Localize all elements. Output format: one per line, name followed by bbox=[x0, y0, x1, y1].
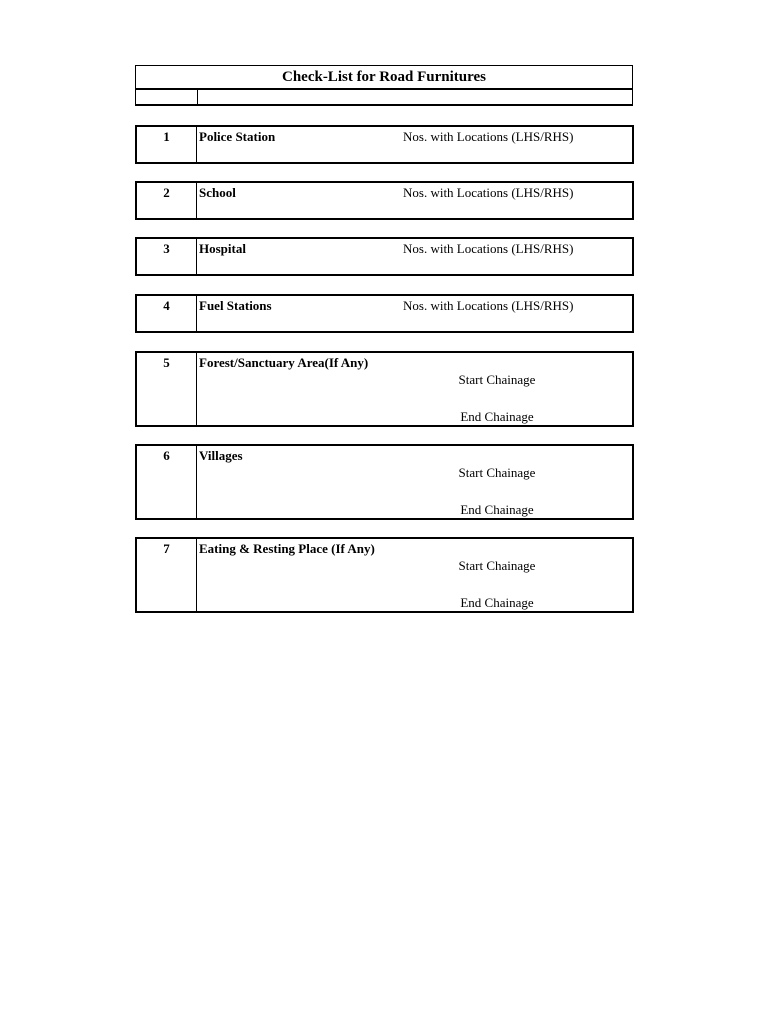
checklist-row bbox=[135, 181, 634, 220]
checklist-row bbox=[135, 125, 634, 164]
row-location-note: Nos. with Locations (LHS/RHS) bbox=[403, 185, 574, 200]
row-label: Forest/Sanctuary Area(If Any) bbox=[199, 355, 369, 370]
checklist-row bbox=[135, 237, 634, 276]
row-label: Hospital bbox=[199, 241, 246, 256]
start-chainage-label: Start Chainage bbox=[458, 465, 536, 480]
end-chainage-label: End Chainage bbox=[460, 409, 534, 424]
row-label: School bbox=[199, 185, 236, 200]
row-label: Eating & Resting Place (If Any) bbox=[199, 541, 375, 556]
page-title: Check-List for Road Furnitures bbox=[136, 66, 632, 90]
row-number: 5 bbox=[137, 353, 197, 425]
row-number: 7 bbox=[137, 539, 197, 611]
row-label: Police Station bbox=[199, 129, 276, 144]
row-label: Fuel Stations bbox=[199, 298, 272, 313]
start-chainage-label: Start Chainage bbox=[458, 558, 536, 573]
row-location-note: Nos. with Locations (LHS/RHS) bbox=[403, 241, 574, 256]
row-label: Villages bbox=[199, 448, 243, 463]
checklist-row bbox=[135, 351, 634, 427]
row-location-note: Nos. with Locations (LHS/RHS) bbox=[403, 298, 574, 313]
row-number: 3 bbox=[137, 239, 197, 274]
checklist-header bbox=[135, 65, 633, 106]
row-location-note: Nos. with Locations (LHS/RHS) bbox=[403, 129, 574, 144]
checklist-row bbox=[135, 444, 634, 520]
row-number: 1 bbox=[137, 127, 197, 162]
start-chainage-label: Start Chainage bbox=[458, 372, 536, 387]
row-number: 2 bbox=[137, 183, 197, 218]
end-chainage-label: End Chainage bbox=[460, 502, 534, 517]
row-number: 4 bbox=[137, 296, 197, 331]
column-divider bbox=[197, 90, 198, 104]
checklist-row bbox=[135, 294, 634, 333]
checklist-row bbox=[135, 537, 634, 613]
row-number: 6 bbox=[137, 446, 197, 518]
end-chainage-label: End Chainage bbox=[460, 595, 534, 610]
